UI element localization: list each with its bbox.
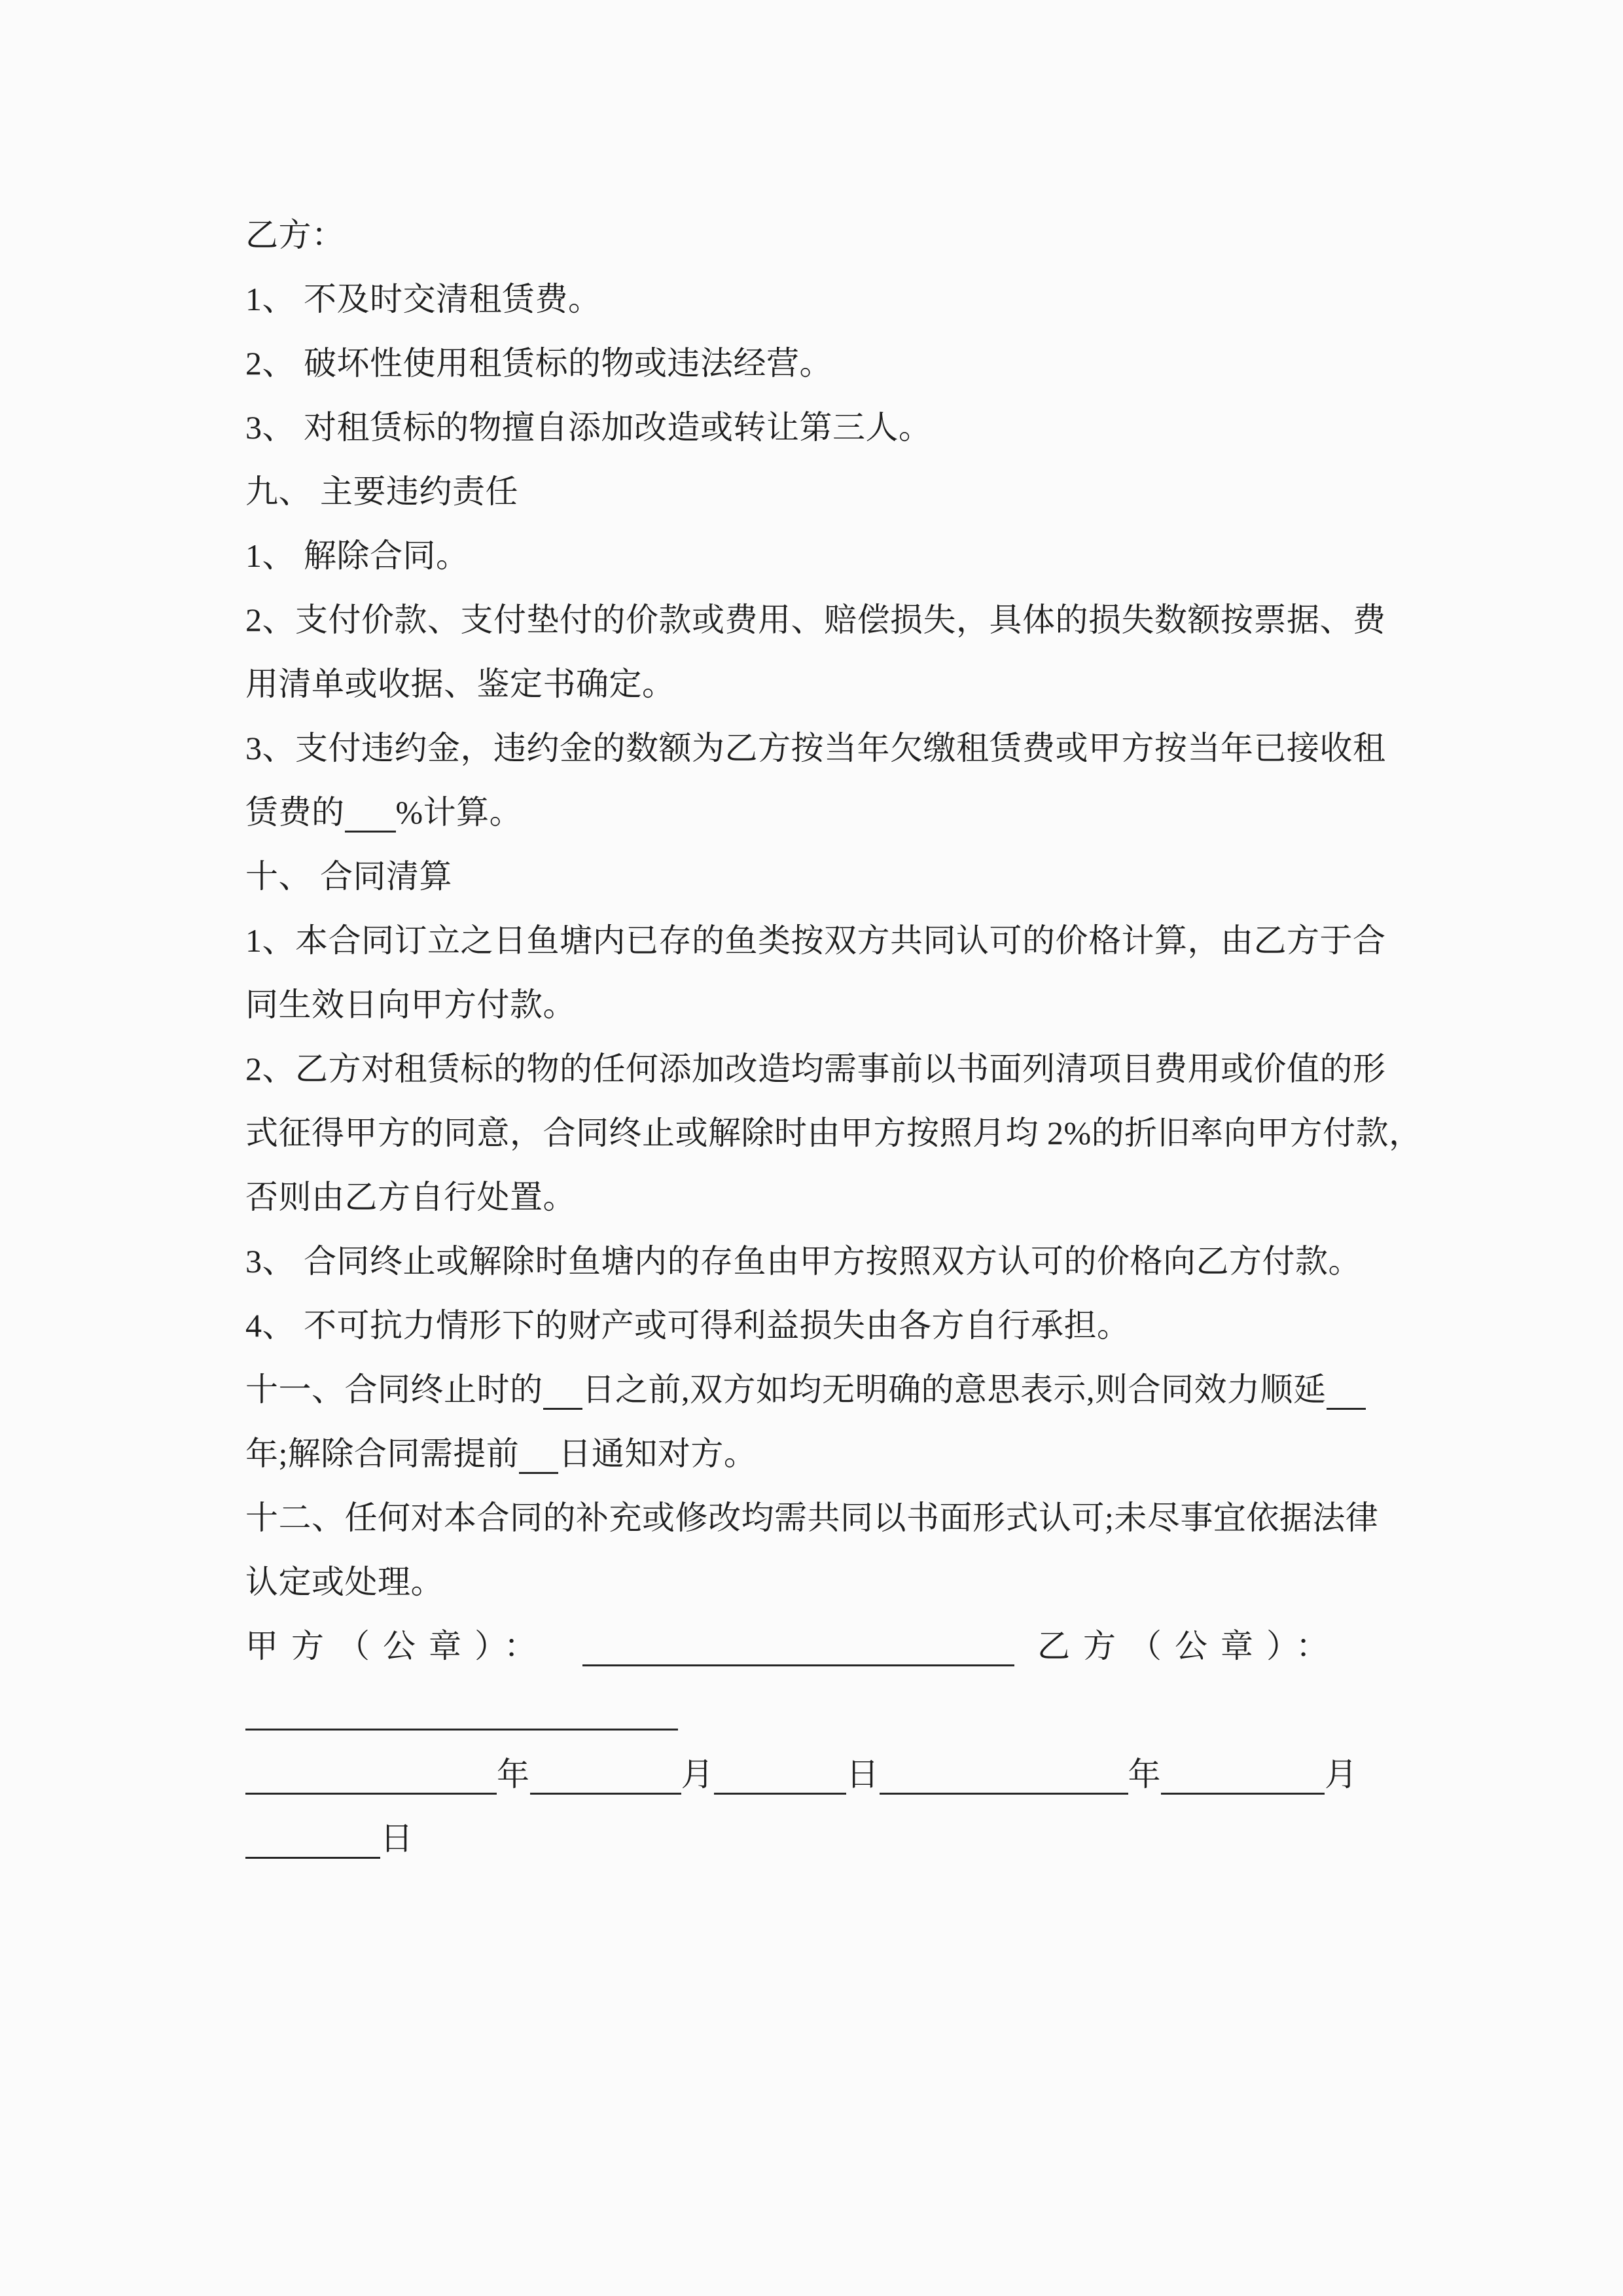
contract-text: 1、本合同订立之日鱼塘内已存的鱼类按双方共同认可的价格计算，由乙方于合 xyxy=(245,922,1386,959)
party-b-label xyxy=(245,203,1381,267)
contract-line xyxy=(245,908,1386,973)
contract-line xyxy=(245,395,1381,459)
date-fill-in-blank xyxy=(1161,1755,1325,1795)
contract-text: 2、支付价款、支付垫付的价款或费用、赔偿损失，具体的损失数额按票据、费 xyxy=(245,601,1386,638)
contract-text: 十一、合同终止时的 xyxy=(245,1371,543,1408)
date-row-second xyxy=(245,1806,1381,1871)
fill-in-blank xyxy=(345,793,396,833)
contract-text: 3、 合同终止或解除时鱼塘内的存鱼由甲方按照双方认可的价格向乙方付款。 xyxy=(245,1243,1361,1280)
contract-text: 日 xyxy=(846,1756,880,1793)
contract-line xyxy=(245,1293,1381,1357)
contract-text: 3、 对租赁标的物擅自添加改造或转让第三人。 xyxy=(245,409,932,446)
contract-text: 1、 解除合同。 xyxy=(245,537,469,574)
contract-text: 赁费的 xyxy=(245,794,345,831)
contract-line xyxy=(245,588,1386,652)
date-fill-in-blank xyxy=(245,1819,380,1859)
contract-line xyxy=(245,1165,1381,1229)
contract-text: 日 xyxy=(380,1820,414,1857)
contract-text: 2、 破坏性使用租赁标的物或违法经营。 xyxy=(245,345,832,382)
contract-text: 年 xyxy=(1128,1756,1161,1793)
clause-twelve-line xyxy=(245,1486,1381,1550)
signature-blank-row xyxy=(245,1678,1381,1742)
contract-text: %计算。 xyxy=(395,794,523,831)
contract-line xyxy=(245,652,1381,716)
date-fill-in-blank xyxy=(245,1755,497,1795)
contract-text: 日通知对方。 xyxy=(558,1435,757,1472)
fill-in-blank xyxy=(1327,1370,1366,1410)
contract-text: 1、 不及时交清租赁费。 xyxy=(245,281,601,317)
contract-text: 用清单或收据、鉴定书确定。 xyxy=(245,666,675,702)
date-fill-in-blank xyxy=(714,1755,846,1795)
contract-text: 十二、任何对本合同的补充或修改均需共同以书面形式认可;未尽事宜依据法律 xyxy=(245,1499,1379,1536)
contract-text: 十、 合同清算 xyxy=(245,858,452,895)
contract-text: 同生效日向甲方付款。 xyxy=(245,986,576,1023)
party-a-seal-label: 甲方（公章）： xyxy=(245,1628,550,1664)
clause-eleven-line xyxy=(245,1357,1381,1422)
contract-line xyxy=(245,973,1381,1037)
party-b-seal-label: 乙方（公章）： xyxy=(1037,1628,1342,1664)
contract-text: 月 xyxy=(681,1756,714,1793)
fill-in-blank xyxy=(543,1370,582,1410)
contract-text: 年 xyxy=(497,1756,530,1793)
contract-text: 月 xyxy=(1325,1756,1358,1793)
contract-text: 认定或处理。 xyxy=(245,1564,444,1600)
contract-text: 九、 主要违约责任 xyxy=(245,473,518,510)
fill-in-blank xyxy=(519,1434,558,1474)
section-nine-heading xyxy=(245,459,1381,524)
signature-row xyxy=(245,1614,1381,1678)
section-ten-heading xyxy=(245,844,1381,908)
contract-line xyxy=(245,331,1381,395)
contract-line xyxy=(245,1101,1422,1165)
contract-body xyxy=(245,203,1422,1871)
contract-line xyxy=(245,716,1386,780)
contract-line xyxy=(245,1229,1381,1293)
contract-line xyxy=(245,1550,1381,1614)
date-fill-in-blank xyxy=(530,1755,681,1795)
contract-text: 式征得甲方的同意，合同终止或解除时由甲方按照月均 2%的折旧率向甲方付款， xyxy=(245,1115,1422,1151)
contract-text: 否则由乙方自行处置。 xyxy=(245,1179,576,1215)
contract-text: 3、支付违约金，违约金的数额为乙方按当年欠缴租赁费或甲方按当年已接收租 xyxy=(245,730,1386,766)
contract-text: 年;解除合同需提前 xyxy=(245,1435,520,1472)
date-row-first xyxy=(245,1742,1381,1806)
contract-text: 日之前,双方如均无明确的意思表示,则合同效力顺延 xyxy=(582,1371,1327,1408)
contract-text: 2、乙方对租赁标的物的任何添加改造均需事前以书面列清项目费用或价值的形 xyxy=(245,1050,1386,1087)
contract-text: 乙方： xyxy=(245,217,345,253)
contract-line xyxy=(245,267,1381,331)
contract-line xyxy=(245,524,1381,588)
fill-in-blank xyxy=(582,1626,1014,1666)
date-fill-in-blank xyxy=(245,1691,678,1731)
date-fill-in-blank xyxy=(880,1755,1128,1795)
contract-line xyxy=(245,1422,1381,1486)
contract-text: 4、 不可抗力情形下的财产或可得利益损失由各方自行承担。 xyxy=(245,1307,1130,1344)
contract-line xyxy=(245,1037,1386,1101)
contract-line xyxy=(245,780,1381,844)
